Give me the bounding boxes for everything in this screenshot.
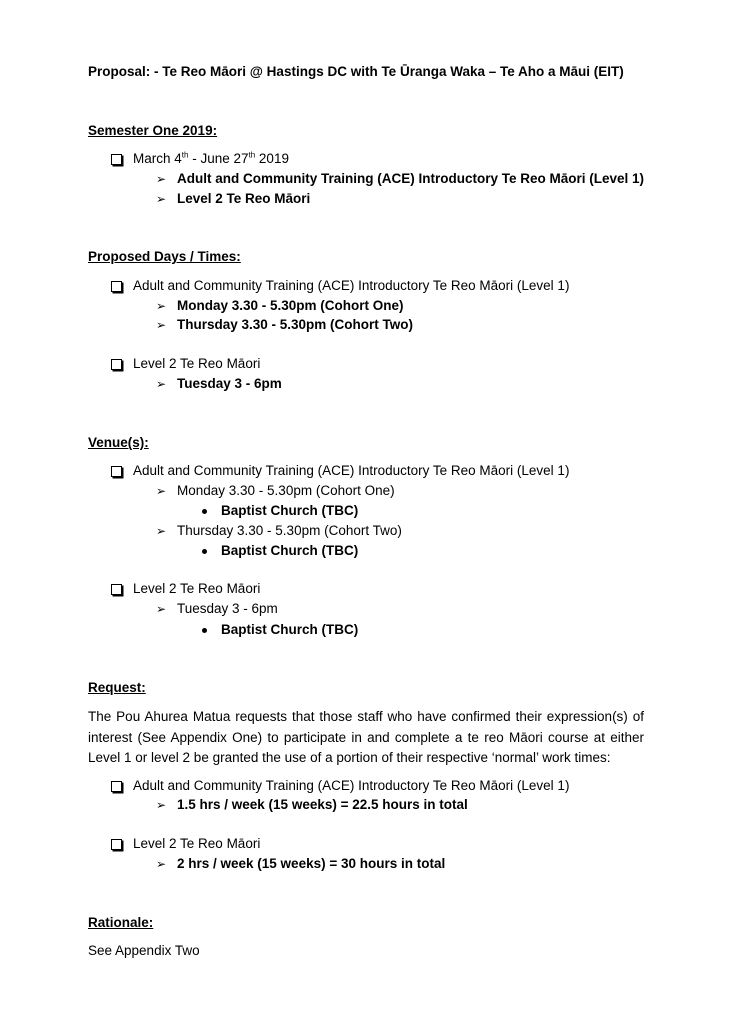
bullet-dot-icon [202,509,207,514]
arrow-bullet-icon: ➢ [156,524,167,538]
checkbox-icon [111,466,122,477]
times-course-1-slot-1: Monday 3.30 - 5.30pm (Cohort One) [177,298,404,313]
times-course-1: Adult and Community Training (ACE) Introductory Te Reo Māori (Level 1) [133,278,570,293]
checkbox-icon [111,359,122,370]
times-course-1-slot-2: Thursday 3.30 - 5.30pm (Cohort Two) [177,317,414,332]
times-course-2-slot-1: Tuesday 3 - 6pm [177,376,282,391]
checkbox-icon [111,281,122,292]
arrow-bullet-icon: ➢ [156,318,167,332]
checkbox-icon [111,839,122,850]
request-course-2-hours: 2 hrs / week (15 weeks) = 30 hours in total [177,856,446,871]
semester-heading: Semester One 2019: [88,123,218,138]
arrow-bullet-icon: ➢ [156,602,167,616]
venues-course-1-slot-1-venue: Baptist Church (TBC) [221,503,359,518]
arrow-bullet-icon: ➢ [156,484,167,498]
request-course-1: Adult and Community Training (ACE) Introductory Te Reo Māori (Level 1) [133,778,570,793]
arrow-bullet-icon: ➢ [156,798,167,812]
rationale-text: See Appendix Two [88,943,200,958]
times-course-2: Level 2 Te Reo Māori [133,356,261,371]
request-course-2: Level 2 Te Reo Māori [133,836,261,851]
venues-course-1-slot-2: Thursday 3.30 - 5.30pm (Cohort Two) [177,523,402,538]
arrow-bullet-icon: ➢ [156,377,167,391]
venues-heading: Venue(s): [88,435,149,450]
document-title: Proposal: - Te Reo Māori @ Hastings DC with Te Ūranga Waka – Te Aho a Māui (EIT) [88,64,624,79]
bullet-dot-icon [202,628,207,633]
request-heading: Request: [88,680,146,695]
arrow-bullet-icon: ➢ [156,857,167,871]
request-course-1-hours: 1.5 hrs / week (15 weeks) = 22.5 hours in total [177,797,468,812]
arrow-bullet-icon: ➢ [156,172,167,186]
request-paragraph: The Pou Ahurea Matua requests that those staff who have confirmed their expression(s) of interest (See Appendix One) to participate in and complete a te reo Māori course at either Level 1 or level 2 be granted the use of a portion of their respective ‘normal’ work times: [88,709,644,765]
semester-dates: March 4th - June 27th 2019 [133,150,289,166]
venues-course-1-slot-1: Monday 3.30 - 5.30pm (Cohort One) [177,483,395,498]
venues-course-1: Adult and Community Training (ACE) Introductory Te Reo Māori (Level 1) [133,463,570,478]
checkbox-icon [111,584,122,595]
venues-course-2-slot-1-venue: Baptist Church (TBC) [221,622,359,637]
bullet-dot-icon [202,549,207,554]
venues-course-2: Level 2 Te Reo Māori [133,581,261,596]
arrow-bullet-icon: ➢ [156,192,167,206]
semester-course-2: Level 2 Te Reo Māori [177,191,311,206]
venues-course-1-slot-2-venue: Baptist Church (TBC) [221,543,359,558]
arrow-bullet-icon: ➢ [156,299,167,313]
checkbox-icon [111,781,122,792]
semester-course-1: Adult and Community Training (ACE) Introductory Te Reo Māori (Level 1) [177,171,645,186]
venues-course-2-slot-1: Tuesday 3 - 6pm [177,601,278,616]
checkbox-icon [111,154,122,165]
times-heading: Proposed Days / Times: [88,249,241,264]
rationale-heading: Rationale: [88,915,154,930]
